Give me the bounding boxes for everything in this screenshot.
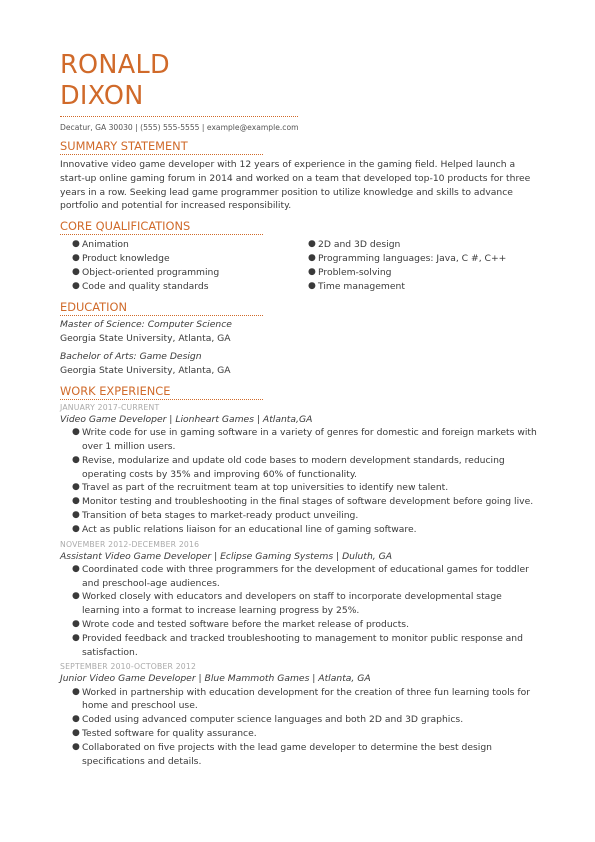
qualifications-column-1 [60,238,308,294]
list-item: ● Worked closely with educators and developers on staff to incorporate developmental stage learning into a format to increase learning progress by 25%. [72,591,502,617]
education-school: Georgia State University, Atlanta, GA [60,332,231,344]
bullet-icon: ● [72,482,80,493]
name-last: DIXON [60,81,144,111]
bullet-icon: ● [72,509,80,520]
job-duties [60,686,539,769]
list-item: ● Programming languages: Java, C #, C++ [308,253,507,265]
list-item: ● Animation [72,239,129,251]
job-title: Assistant Video Game Developer | Eclipse Gaming Systems | Duluth, GA [60,550,393,562]
job-entry [60,539,539,660]
list-item: ● 2D and 3D design [308,239,401,251]
bullet-icon: ● [72,741,80,752]
list-item: ● Object-oriented programming [72,267,220,278]
bullet-icon: ● [72,618,80,629]
list-item: ● Wrote code and tested software before the market release of products. [72,618,410,630]
job-duties [60,563,539,660]
bullet-icon: ● [72,686,80,697]
job-entry [60,402,539,537]
list-item: ● Collaborated on five projects with the lead game developer to determine the best design specifications and details. [72,741,492,767]
list-item: ● Write code for use in gaming software in a variety of genres for domestic and foreign markets with over 1 million users. [72,427,537,452]
education-heading: EDUCATION [60,299,127,314]
name-first: RONALD [60,50,170,80]
bullet-icon: ● [72,727,80,738]
list-item: ● Monitor testing and troubleshooting in the final stages of software development before going live. [72,496,534,508]
education-degree: Bachelor of Arts: Game Design [60,351,202,363]
job-entry [60,661,539,768]
list-item: ● Act as public relations liaison for an educational line of gaming software. [72,523,417,535]
list-item: ● Revise, modularize and update old code bases to modern development standards, reducing operating costs by 35% and improving 60% of functionality. [72,454,505,480]
bullet-icon: ● [308,239,316,250]
bullet-icon: ● [308,267,316,277]
job-dates: JANUARY 2017-CURRENT [60,403,160,412]
bullet-icon: ● [72,454,80,465]
list-item: ● Coded using advanced computer science languages and both 2D and 3D graphics. [72,714,464,726]
qualifications-heading: CORE QUALIFICATIONS [60,219,191,234]
list-item: ● Worked in partnership with education development for the creation of three fun learning tools for home and preschool use. [72,686,531,712]
list-item: ● Transition of beta stages to market-ready product unveiling. [72,509,359,521]
bullet-icon: ● [72,714,80,725]
name-divider [60,116,298,117]
summary-divider [60,154,263,155]
education-degree: Master of Science: Computer Science [60,318,232,330]
bullet-icon: ● [72,632,80,643]
job-dates: NOVEMBER 2012-DECEMBER 2016 [60,539,200,549]
experience-divider [60,399,263,400]
bullet-icon: ● [308,280,316,291]
list-item: ● Time management [308,280,405,292]
experience-heading: WORK EXPERIENCE [60,384,171,398]
list-item: ● Provided feedback and tracked troubleshooting to management to monitor public response and satisfaction. [72,632,523,658]
bullet-icon: ● [72,563,80,574]
job-title: Video Game Developer | Lionheart Games | Atlanta,GA [60,414,313,425]
bullet-icon: ● [72,253,80,264]
bullet-icon: ● [72,427,80,438]
summary-text: Innovative video game developer with 12 years of experience in the gaming field. Helped launch a start-up online gaming forum in 2014 and worked on a team that developed top-10 products for three years in a row. Seeking lead game programmer position to utilize knowledge and skills to advance portfolio and potential for increased responsibility. [60,159,531,212]
bullet-icon: ● [72,591,80,602]
list-item: ● Problem-solving [308,267,392,278]
list-item: ● Product knowledge [72,253,170,265]
list-item: ● Tested software for quality assurance. [72,727,257,739]
bullet-icon: ● [308,253,316,264]
education-divider [60,315,263,316]
job-title: Junior Video Game Developer | Blue Mammoth Games | Atlanta, GA [60,673,371,685]
list-item: ● Coordinated code with three programmers for the development of educational games for toddler and preschool-age audiences. [72,563,529,589]
bullet-icon: ● [72,280,80,291]
list-item: ● Travel as part of the recruitment team at top universities to identify new talent. [72,482,449,494]
summary-heading: SUMMARY STATEMENT [60,139,188,153]
qualifications-column-2 [308,238,506,294]
bullet-icon: ● [72,267,80,277]
contact-line: Decatur, GA 30030 | (555) 555-5555 | example@example.com [60,123,299,132]
list-item: ● Code and quality standards [72,280,209,292]
qualifications-list [60,238,539,294]
bullet-icon: ● [72,239,80,250]
qualifications-divider [60,234,263,235]
education-school: Georgia State University, Atlanta, GA [60,365,231,377]
bullet-icon: ● [72,496,80,507]
job-duties [60,426,539,536]
bullet-icon: ● [72,523,80,534]
job-dates: SEPTEMBER 2010-OCTOBER 2012 [60,662,197,672]
